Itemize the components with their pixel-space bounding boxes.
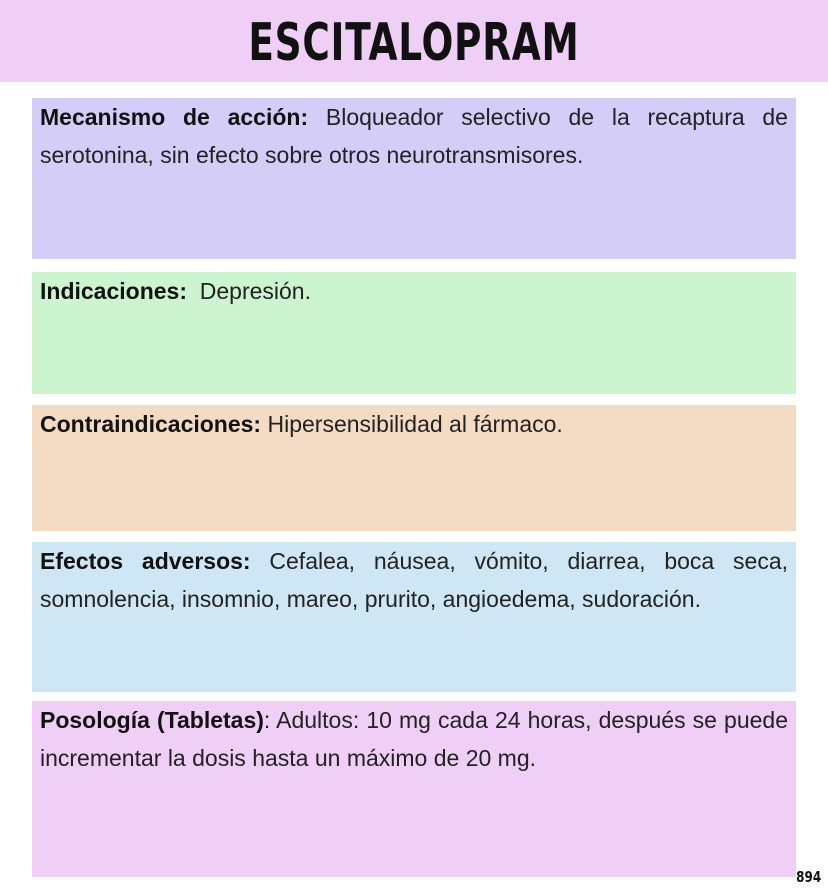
section-text-mecanismo: Bloqueador selectivo de la recaptura de serotonina, sin efecto sobre otros neurotransmisores. [40, 104, 788, 168]
section-label-contraindicaciones: Contraindicaciones: [40, 411, 262, 437]
section-text-contraindicaciones: Hipersensibilidad al fármaco. [261, 411, 563, 437]
section-label-efectos-adversos: Efectos adversos: [40, 548, 251, 574]
section-posologia [32, 701, 796, 877]
section-indicaciones [32, 272, 796, 394]
section-contraindicaciones [32, 405, 796, 531]
section-mecanismo [32, 98, 796, 259]
page-number: 894 [795, 868, 821, 886]
page-title: ESCITALOPRAM [248, 13, 580, 73]
section-efectos-adversos [32, 542, 796, 692]
section-label-mecanismo: Mecanismo de acción: [40, 104, 309, 130]
section-label-indicaciones: Indicaciones: [40, 278, 187, 304]
section-text-posologia: : Adultos: 10 mg cada 24 horas, después se puede incrementar la dosis hasta un máximo de 20 mg. [40, 707, 789, 771]
section-text-efectos-adversos: Cefalea, náusea, vómito, diarrea, boca seca, somnolencia, insomnio, mareo, prurito, angioedema, sudoración. [40, 548, 788, 612]
section-label-posologia: Posología (Tabletas) [40, 707, 264, 733]
title-bar [0, 0, 828, 82]
section-text-indicaciones: Depresión. [186, 278, 311, 304]
